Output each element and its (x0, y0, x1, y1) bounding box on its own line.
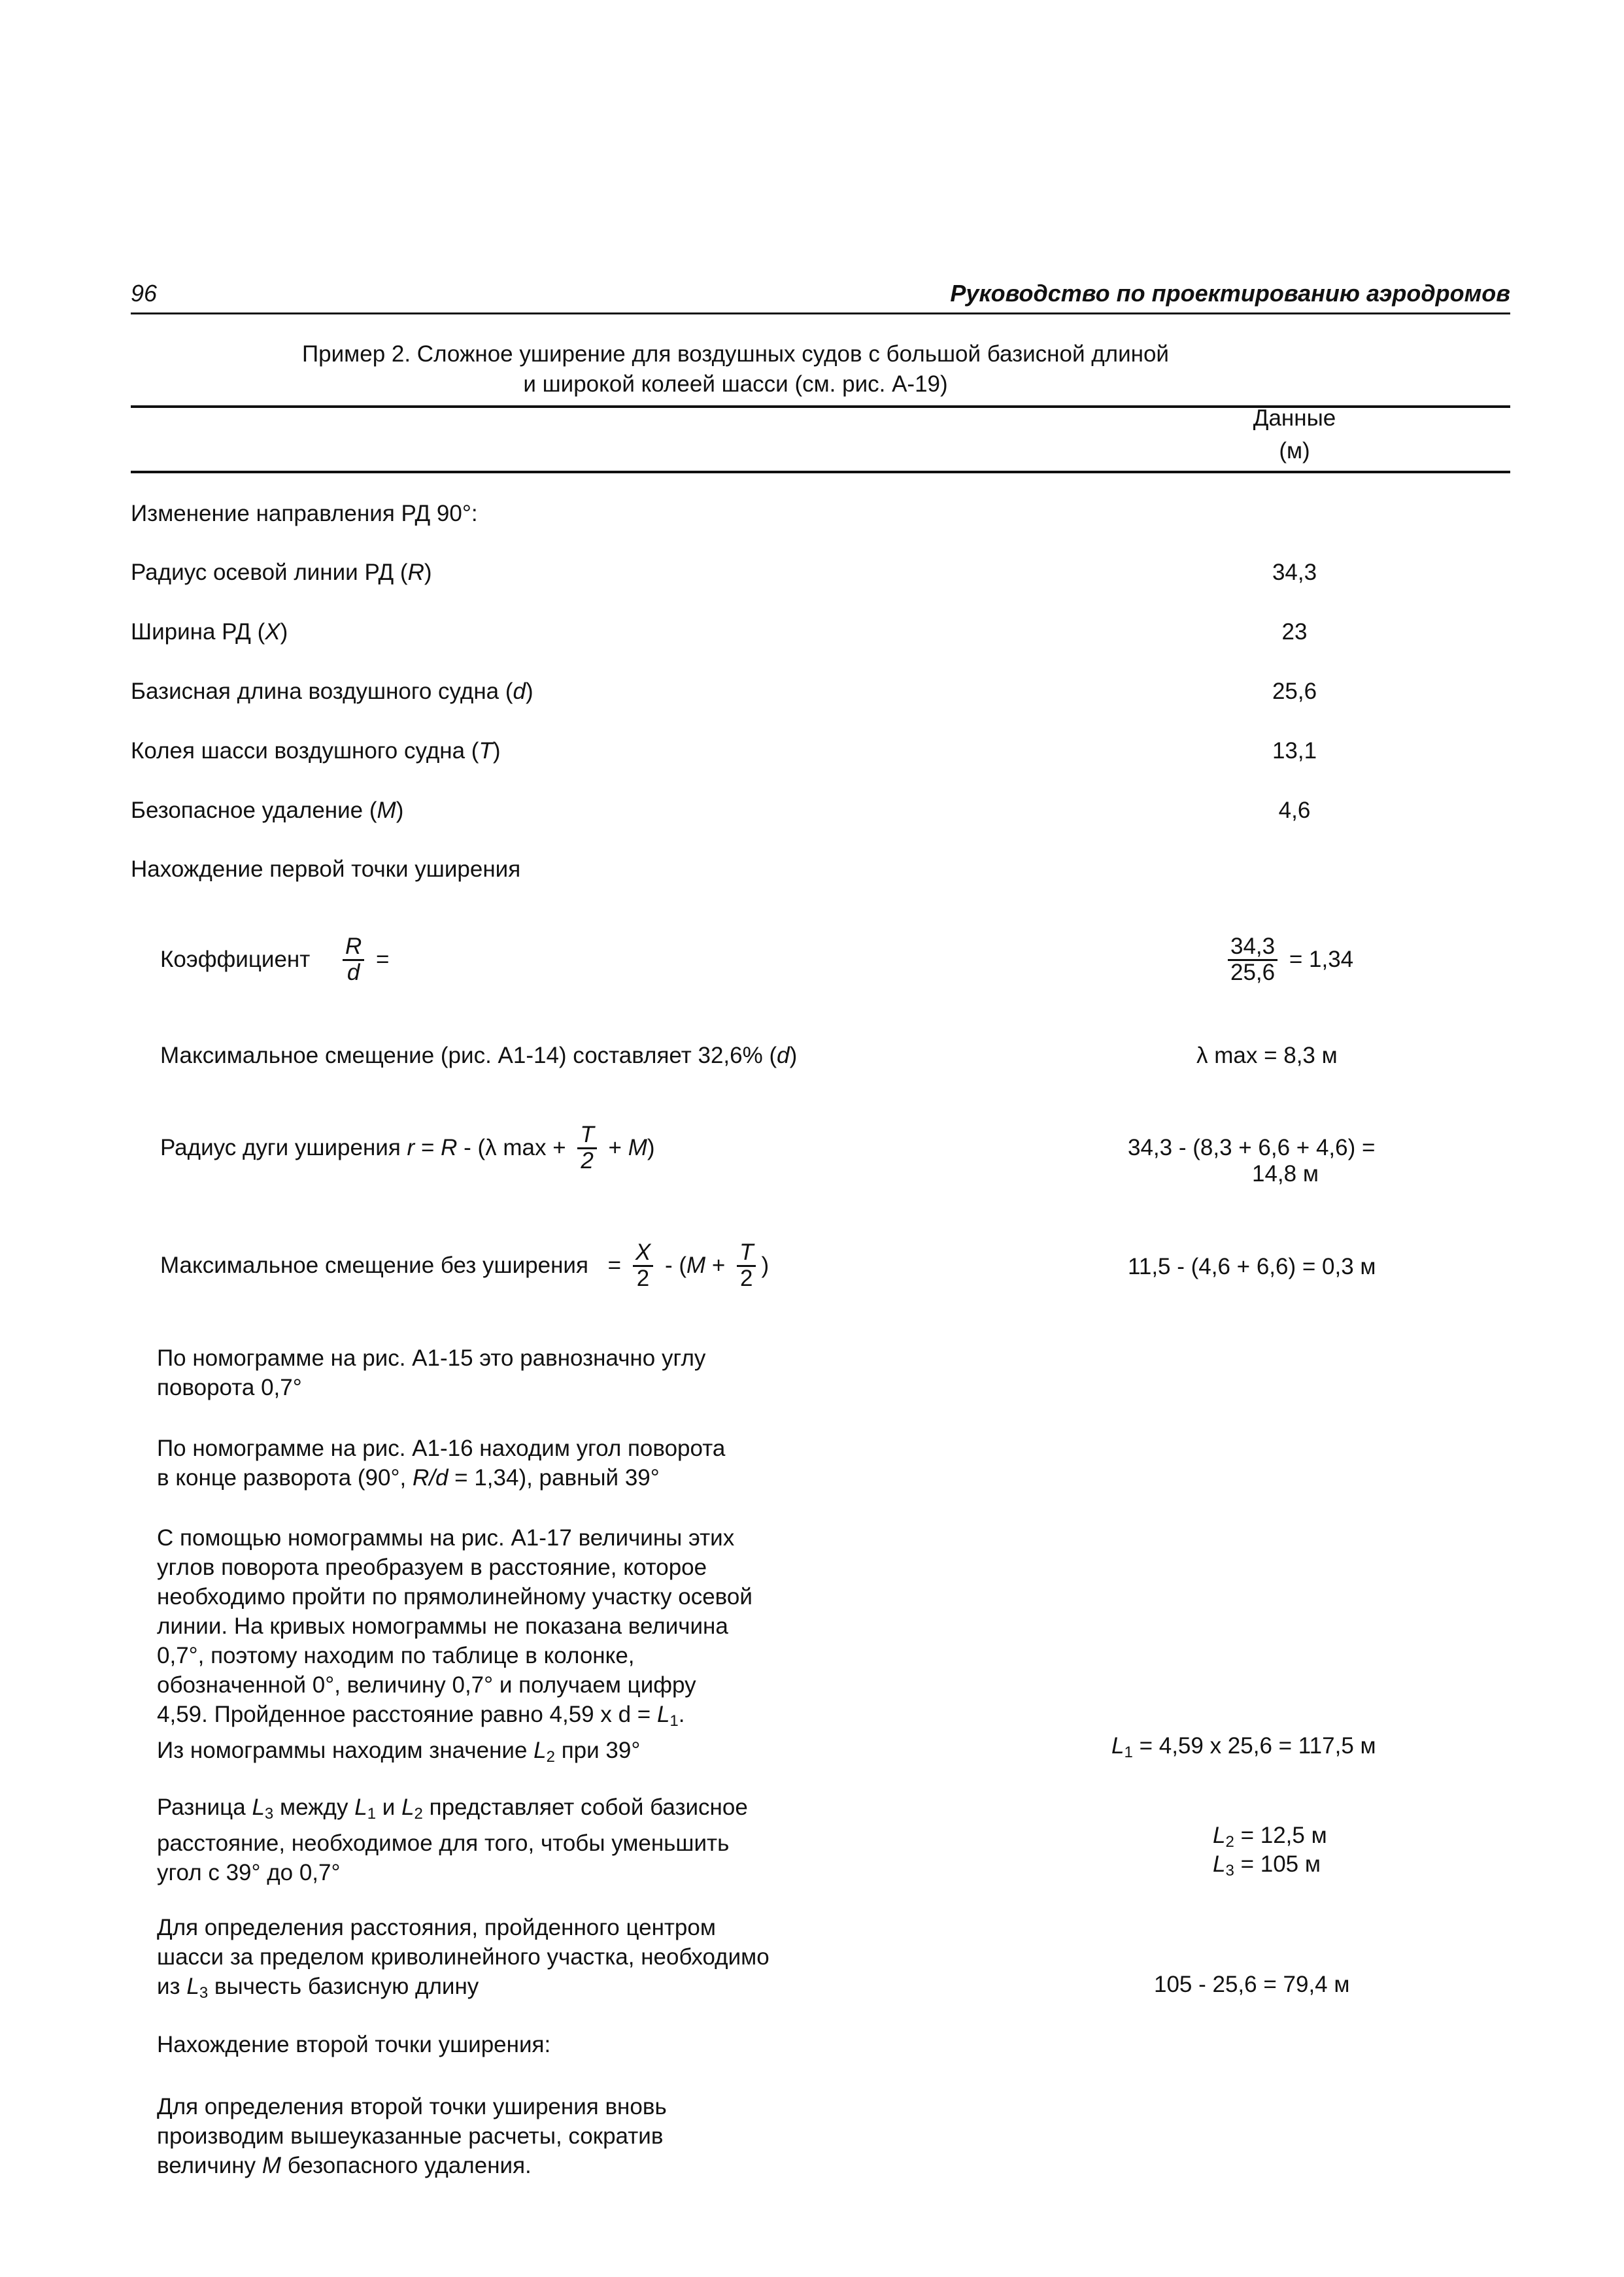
coefficient-formula: Коэффициент $\frac{R}{d}$ = (160, 934, 390, 985)
widening-arc-result-line-1: 34,3 - (8,3 + 6,6 + 4,6) = (1128, 1135, 1376, 1160)
l2-result: $L_2 = 12,5$ м (1213, 1823, 1327, 1851)
table-header-rule (131, 471, 1510, 473)
max-offset-text: Максимальное смещение (рис. А1-14) составляет 32,6% (d) (160, 1043, 798, 1068)
paragraph-nomogram-a1-17: С помощью номограммы на рис. А1-17 величины этих углов поворота преобразуем в расстояние, которое необходимо пройти по прямолинейному участку осевой линии. На кривых номограммы не показана величина 0,7°, поэтому находим по таблице в колонке, обозначенной 0°, величину 0,7° и получаем цифру 4,59. Пройденное расстояние равно 4,59 x $d = L_1$. Из номограммы находим значение $L_2$ при 39° (157, 1525, 753, 1766)
no-widening-result: 11,5 - (4,6 + 6,6) = 0,3 м (1128, 1254, 1376, 1279)
column-header-unit: (м) (1279, 438, 1310, 464)
row-safety-margin: Безопасное удаление (M) (131, 798, 404, 823)
row-wheelbase: Базисная длина воздушного судна (d) (131, 679, 533, 704)
header-rule (131, 312, 1510, 314)
section-first-point: Нахождение первой точки уширения (131, 856, 521, 882)
running-title: Руководство по проектированию аэродромов (950, 280, 1510, 307)
value-safety-margin: 4,6 (1278, 798, 1311, 823)
paragraph-nomogram-a1-15: По номограмме на рис. А1-15 это равнозначно углу поворота 0,7° (157, 1345, 706, 1400)
value-track: 13,1 (1272, 738, 1317, 764)
no-widening-formula: Максимальное смещение без уширения = $\frac{X}{2}$ - (M + $\frac{T}{2}$ ) (160, 1240, 770, 1291)
value-centerline-radius: 34,3 (1272, 560, 1317, 585)
l1-result: $L_1 = 4,59$ x 25,6 = 117,5 м (1111, 1733, 1376, 1761)
widening-arc-formula: Радиус дуги уширения r = R - (λ max + $\frac{T}{2}$ + M) (160, 1122, 655, 1173)
column-header-data: Данные (1253, 405, 1336, 431)
max-offset-result: λ max = 8,3 м (1196, 1043, 1338, 1068)
distance-beyond-curve-result: 105 - 25,6 = 79,4 м (1154, 1972, 1350, 1997)
page-number: 96 (131, 280, 158, 307)
paragraph-l3-difference: Разница $L_3$ между $L_1$ и $L_2$ представляет собой базисное расстояние, необходимое для того, чтобы уменьшить угол с 39° до 0,7° (157, 1795, 748, 1885)
row-direction-change: Изменение направления РД 90°: (131, 501, 478, 526)
paragraph-second-point: Для определения второй точки уширения вновь производим вышеуказанные расчеты, сократив величину M безопасного удаления. (157, 2094, 667, 2178)
paragraph-distance-beyond-curve: Для определения расстояния, пройденного центром шасси за пределом криволинейного участка, необходимо из $L_3$ вычесть базисную длину (157, 1915, 770, 2002)
row-track: Колея шасси воздушного судна (T) (131, 738, 501, 764)
row-centerline-radius: Радиус осевой линии РД (R) (131, 560, 432, 585)
value-wheelbase: 25,6 (1272, 679, 1317, 704)
value-taxiway-width: 23 (1281, 619, 1308, 645)
widening-arc-result-line-2: 14,8 м (1252, 1161, 1319, 1187)
paragraph-nomogram-a1-16: По номограмме на рис. А1-16 находим угол поворота в конце разворота (90°, R/d = 1,34), равный 39° (157, 1436, 726, 1491)
coefficient-result: $\frac{34,3}{25,6}$ = 1,34 (1223, 935, 1353, 985)
l3-result: $L_3 = 105$ м (1213, 1851, 1321, 1880)
caption-line-1: Пример 2. Сложное уширение для воздушных судов с большой базисной длиной (302, 341, 1169, 367)
row-taxiway-width: Ширина РД (X) (131, 619, 288, 645)
caption-line-2: и широкой колеей шасси (см. рис. А-19) (523, 371, 948, 397)
section-second-point: Нахождение второй точки уширения: (157, 2032, 551, 2057)
